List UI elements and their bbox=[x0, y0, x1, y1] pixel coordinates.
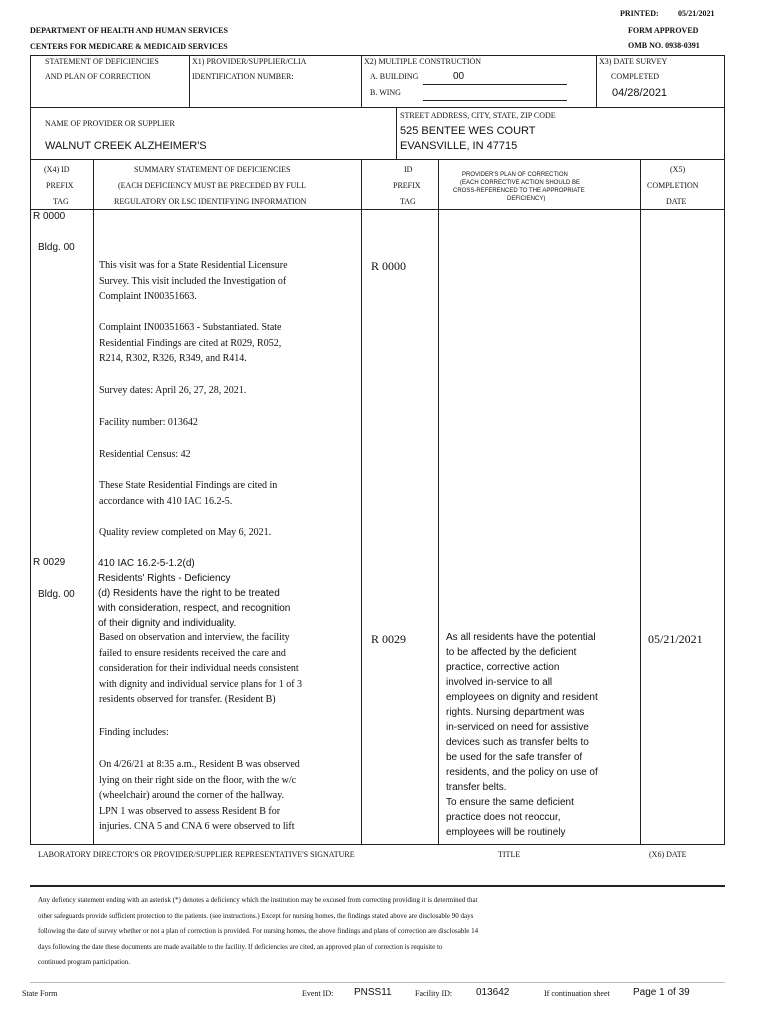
summary-sub-label: (EACH DEFICIENCY MUST BE PRECEDED BY FULL bbox=[118, 181, 307, 190]
address-label: STREET ADDRESS, CITY, STATE, ZIP CODE bbox=[400, 111, 556, 120]
wing-label: B. WING bbox=[370, 88, 401, 97]
complaint-findings: Complaint IN00351663 - Substantiated. State Residential Findings are cited at R029, R052, R214, R302, R326, R349, and R414. bbox=[99, 322, 282, 364]
resident-b-observation: On 4/26/21 at 8:35 a.m., Resident B was observed lying on their right side on the floor, with the w/c (wheelchair) around the corner of the hallway. LPN 1 was observed to assess Resident B for injuries. CNA 5 and CNA 6 were observed to lift bbox=[99, 759, 300, 832]
page-number: Page 1 of 39 bbox=[633, 987, 690, 998]
provider-name-label: NAME OF PROVIDER OR SUPPLIER bbox=[45, 119, 175, 128]
form-approved: FORM APPROVED bbox=[628, 26, 699, 35]
r0029-heading: 410 IAC 16.2-5-1.2(d) Residents' Rights - Deficiency (d) Residents have the right to be treated with consideration, respect, and recognition of their dignity and individuality. bbox=[98, 558, 291, 629]
building-tag-1: Bldg. 00 bbox=[38, 242, 75, 253]
summary-sub-label-2: REGULATORY OR LSC IDENTIFYING INFORMATION bbox=[114, 197, 307, 206]
building-value: 00 bbox=[453, 71, 465, 82]
x6-date-label: (X6) DATE bbox=[649, 850, 687, 859]
id-tag-r0029: R 0029 bbox=[371, 632, 407, 646]
plan-label: PROVIDER'S PLAN OF CORRECTION bbox=[462, 172, 568, 178]
x4-prefix-label: PREFIX bbox=[46, 181, 74, 190]
event-id: PNSS11 bbox=[354, 987, 392, 998]
identification-label: IDENTIFICATION NUMBER: bbox=[192, 72, 294, 81]
building-tag-2: Bldg. 00 bbox=[38, 589, 75, 600]
department-title: DEPARTMENT OF HEALTH AND HUMAN SERVICES bbox=[30, 26, 228, 35]
citation-accordance: These State Residential Findings are cited in accordance with 410 IAC 16.2-5. bbox=[99, 480, 278, 507]
date-survey-label: X3) DATE SURVEY bbox=[599, 57, 668, 66]
completion-date: 05/21/2021 bbox=[648, 632, 703, 646]
completion-label: COMPLETION bbox=[647, 181, 699, 190]
street-address: 525 BENTEE WES COURT bbox=[400, 125, 536, 137]
quality-review: Quality review completed on May 6, 2021. bbox=[99, 527, 272, 538]
x2-label: X2) MULTIPLE CONSTRUCTION bbox=[364, 57, 482, 66]
survey-date: 04/28/2021 bbox=[612, 87, 668, 99]
x5-label: (X5) bbox=[670, 165, 686, 174]
plan-sub-label: (EACH CORRECTIVE ACTION SHOULD BE bbox=[460, 180, 581, 186]
tag-r0029: R 0029 bbox=[33, 557, 66, 568]
plan-sub-label-3: DEFICIENCY) bbox=[507, 196, 546, 202]
printed-date: 05/21/2021 bbox=[678, 9, 715, 18]
provider-name: WALNUT CREEK ALZHEIMER'S bbox=[45, 140, 207, 152]
building-label: A. BUILDING bbox=[370, 72, 419, 81]
title-label: TITLE bbox=[498, 850, 521, 859]
id-tag-r0000: R 0000 bbox=[371, 259, 407, 273]
city-state-zip: EVANSVILLE, IN 47715 bbox=[400, 140, 518, 152]
observation-finding: Based on observation and interview, the facility failed to ensure residents received the care and consideration for their individual needs consistent with dignity and individual service plans for 1 of 3 residents observed for transfer. (Resident B) bbox=[99, 632, 303, 705]
residential-census: Residential Census: 42 bbox=[99, 449, 191, 460]
x4-tag-label: TAG bbox=[53, 197, 69, 206]
centers-title: CENTERS FOR MEDICARE & MEDICAID SERVICES bbox=[30, 42, 228, 51]
statement-label: STATEMENT OF DEFICIENCIES bbox=[45, 57, 159, 66]
completed-label: COMPLETED bbox=[611, 72, 659, 81]
tag-r0000: R 0000 bbox=[33, 211, 66, 222]
omb-number: OMB NO. 0938-0391 bbox=[628, 41, 700, 50]
footnote-disclaimer: Any defiency statement ending with an asterisk (*) denotes a deficiency which the institution may be excused from correcting providing it is determined that other safeguards provide sufficient protection to the patients. (see instructions.) Except for nursing homes, the findings stated above are disclosable 90 days following the date of survey whether or not a plan of correction is provided. For nursing homes, the above findings and plans of correction are disclosable 14 days following the date these documents are made available to the facility. If deficiencies are cited, an approved plan of correction is requisite to continued program participation. bbox=[38, 896, 479, 966]
id-prefix-label: PREFIX bbox=[393, 181, 421, 190]
plan-of-correction-text: As all residents have the potential to be affected by the deficient practice, corrective action involved in-service to all employees on dignity and resident rights. Nursing department was in-serviced on need for assistive devices such as transfer belts to be used for the safe transfer of residents, and the policy on use of transfer belts. To ensure the same deficient practice does not reoccur, employees will be routinely bbox=[446, 632, 598, 838]
summary-label: SUMMARY STATEMENT OF DEFICIENCIES bbox=[134, 165, 291, 174]
finding-includes: Finding includes: bbox=[99, 727, 169, 738]
id-tag-label: TAG bbox=[400, 197, 416, 206]
signature-label: LABORATORY DIRECTOR'S OR PROVIDER/SUPPLIER REPRESENTATIVE'S SIGNATURE bbox=[38, 850, 355, 859]
date-label: DATE bbox=[666, 197, 687, 206]
facility-number: Facility number: 013642 bbox=[99, 417, 198, 428]
printed-label: PRINTED: bbox=[620, 9, 659, 18]
visit-description: This visit was for a State Residential Licensure Survey. This visit included the Investigation of Complaint IN00351663. bbox=[99, 260, 288, 302]
continuation-label: If continuation sheet bbox=[544, 989, 610, 998]
survey-dates: Survey dates: April 26, 27, 28, 2021. bbox=[99, 385, 247, 396]
event-id-label: Event ID: bbox=[302, 989, 334, 998]
id-label: ID bbox=[404, 165, 413, 174]
x4-id-label: (X4) ID bbox=[44, 165, 70, 174]
plan-sub-label-2: CROSS-REFERENCED TO THE APPROPRIATE bbox=[453, 188, 585, 194]
state-form-label: State Form bbox=[22, 989, 58, 998]
x1-label: X1) PROVIDER/SUPPLIER/CLIA bbox=[192, 57, 307, 66]
facility-id: 013642 bbox=[476, 987, 510, 998]
facility-id-label: Facility ID: bbox=[415, 989, 453, 998]
plan-of-correction-label: AND PLAN OF CORRECTION bbox=[45, 72, 151, 81]
